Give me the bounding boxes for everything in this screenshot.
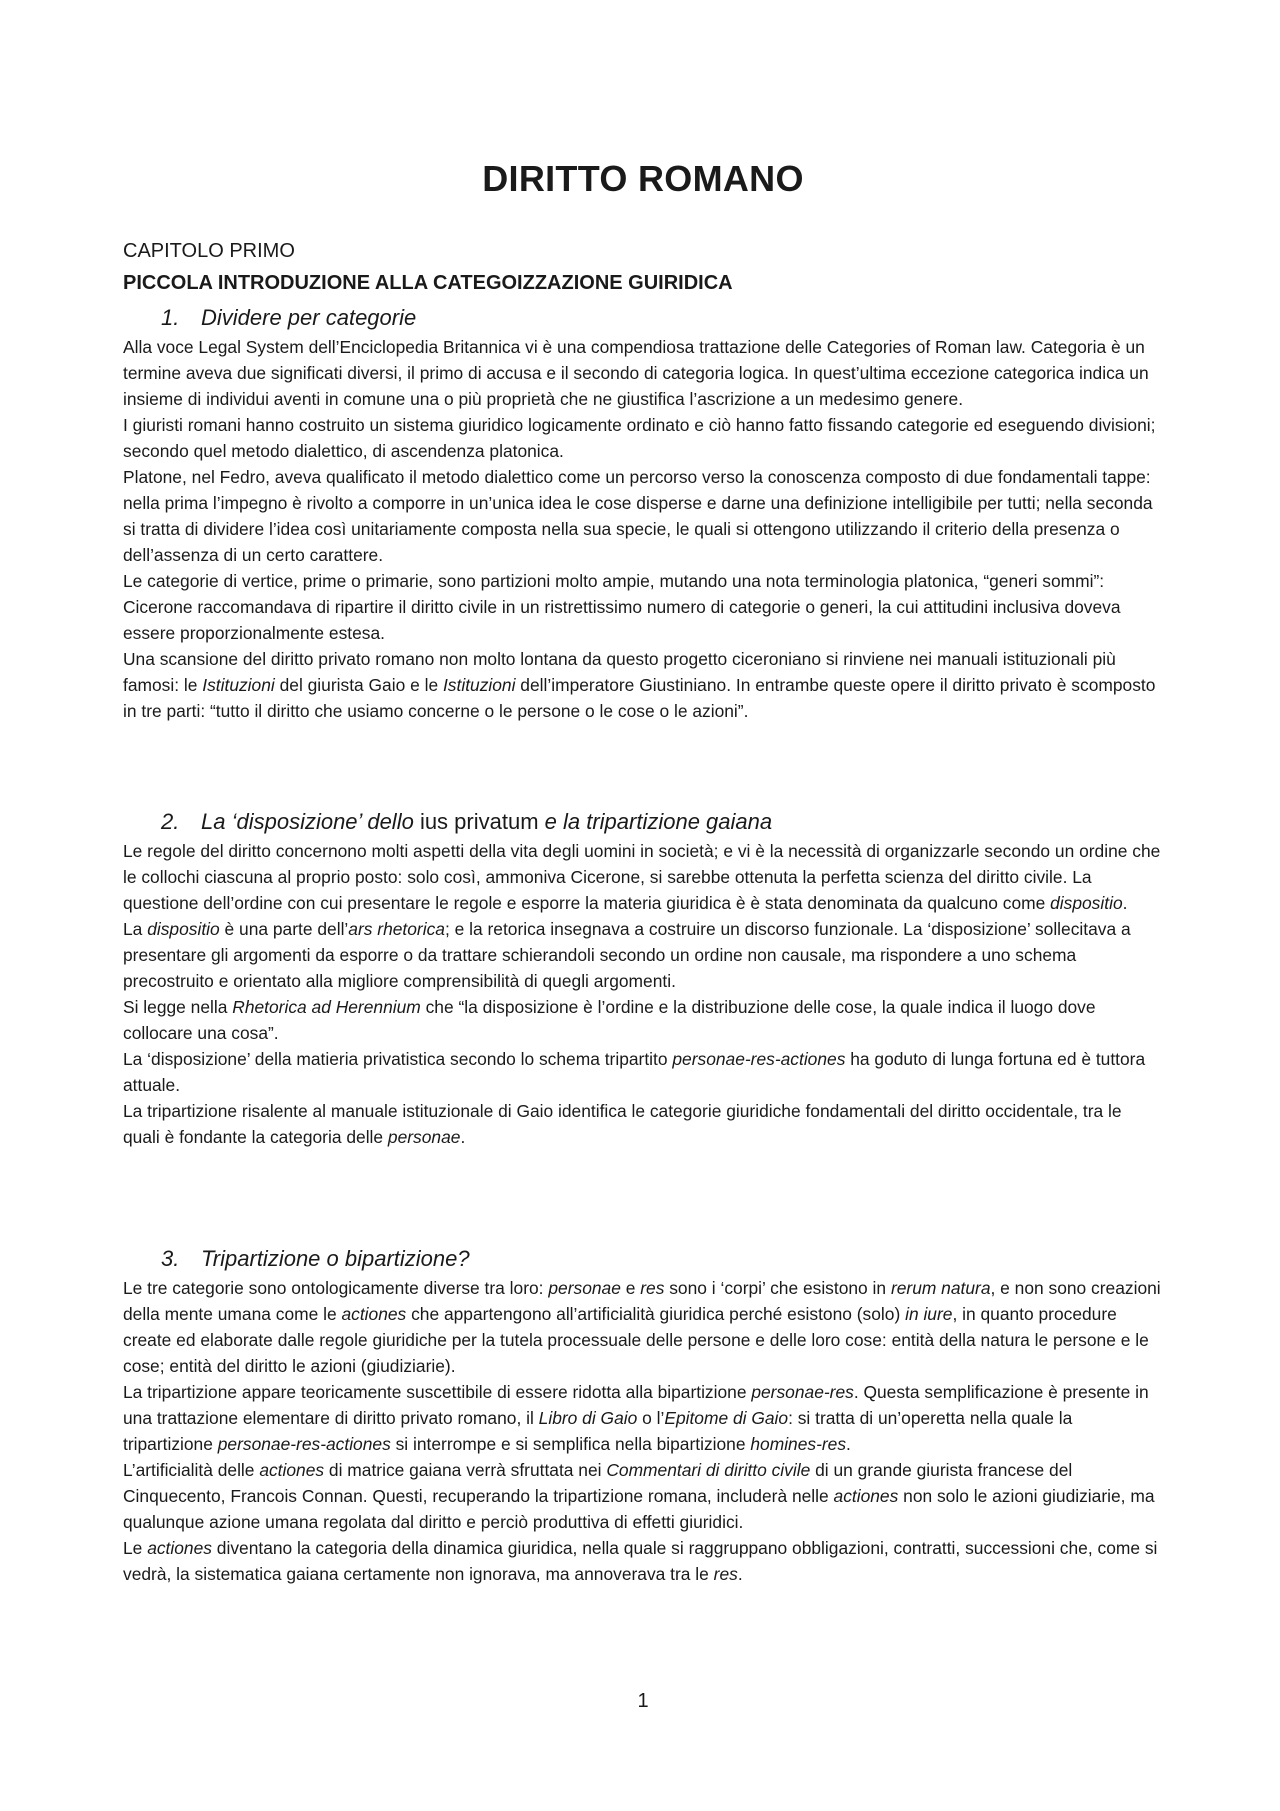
section-number: 1. bbox=[161, 305, 180, 330]
chapter-title: PICCOLA INTRODUZIONE ALLA CATEGOIZZAZIONE GUIRIDICA bbox=[123, 272, 733, 294]
paragraph: Alla voce Legal System dell’Enciclopedia Britannica vi è una compendiosa trattazione delle Categories of Roman law. Categoria è un termine aveva due significati diversi, il primo di accusa e il secondo di categoria logica. In quest’ultima eccezione categorica indica un insieme di individui aventi in comune una o più proprietà che ne giustifica l’ascrizione a un medesimo genere. bbox=[123, 337, 1149, 409]
paragraph: Le regole del diritto concernono molti aspetti della vita degli uomini in società; e vi è la necessità di organizzarle secondo un ordine che le collochi ciascuna al proprio posto: solo così, ammoniva Cicerone, si sarebbe ottenuta la perfetta scienza del diritto civile. La questione dell’ordine con cui presentare le regole e esporre la materia giuridica è è stata denominata da qualcuno come dispositio. bbox=[123, 841, 1161, 913]
paragraph: L’artificialità delle actiones di matrice gaiana verrà sfruttata nei Commentari di diritto civile di un grande giurista francese del Cinquecento, Francois Connan. Questi, recuperando la tripartizione romana, includerà nelle actiones non solo le azioni giudiziarie, ma qualunque azione umana regolata dal diritto e perciò produttiva di effetti giuridici. bbox=[123, 1460, 1155, 1532]
paragraph: Platone, nel Fedro, aveva qualificato il metodo dialettico come un percorso verso la conoscenza composto di due fondamentali tappe: nella prima l’impegno è rivolto a comporre in un’unica idea le cose disperse e darne una definizione intelligibile per tutti; nella seconda si tratta di dividere l’idea così unitariamente composta nella sua specie, le quali si ottengono utilizzando il criterio della presenza o dell’assenza di un certo carattere. bbox=[123, 467, 1153, 565]
paragraph: La ‘disposizione’ della matieria privatistica secondo lo schema tripartito personae-res-actiones ha goduto di lunga fortuna ed è tuttora attuale. bbox=[123, 1049, 1146, 1095]
section-3 bbox=[123, 1245, 1163, 1587]
section-2 bbox=[123, 808, 1163, 1150]
paragraph: Le categorie di vertice, prime o primarie, sono partizioni molto ampie, mutando una nota terminologia platonica, “generi sommi”: Cicerone raccomandava di ripartire il diritto civile in un ristrettissimo numero di categorie o generi, la cui attitudini inclusiva doveva essere proporzionalmente estesa. bbox=[123, 571, 1121, 643]
paragraph: Le tre categorie sono ontologicamente diverse tra loro: personae e res sono i ‘corpi’ che esistono in rerum natura, e non sono creazioni della mente umana come le actiones che appartengono all’artificialità giuridica perché esistono (solo) in iure, in quanto procedure create ed elaborate dalle regole giuridiche per la tutela processuale delle persone e delle loro cose: entità della natura le persone e le cose; entità del diritto le azioni (giudiziarie). bbox=[123, 1278, 1161, 1376]
paragraph: La dispositio è una parte dell’ars rhetorica; e la retorica insegnava a costruire un discorso funzionale. La ‘disposizione’ sollecitava a presentare gli argomenti da esporre o da trattare schierandoli secondo un ordine non causale, ma rispondere a uno schema precostruito e orientato alla migliore comprensibilità di quegli argomenti. bbox=[123, 919, 1131, 991]
section-heading-text: Dividere per categorie bbox=[201, 305, 417, 330]
section-heading bbox=[161, 304, 1163, 332]
section-number: 2. bbox=[161, 809, 180, 834]
section-heading-text: Tripartizione o bipartizione? bbox=[201, 1246, 470, 1271]
section-heading bbox=[161, 808, 1163, 836]
section-heading-text: La ‘disposizione’ dello ius privatum e la tripartizione gaiana bbox=[201, 809, 773, 834]
paragraph: Una scansione del diritto privato romano non molto lontana da questo progetto ciceroniano si rinviene nei manuali istituzionali più famosi: le Istituzioni del giurista Gaio e le Istituzioni dell’imperatore Giustiniano. In entrambe queste opere il diritto privato è scomposto in tre parti: “tutto il diritto che usiamo concerne o le persone o le cose o le azioni”. bbox=[123, 649, 1156, 721]
section-number: 3. bbox=[161, 1246, 180, 1271]
paragraph: La tripartizione risalente al manuale istituzionale di Gaio identifica le categorie giuridiche fondamentali del diritto occidentale, tra le quali è fondante la categoria delle personae. bbox=[123, 1101, 1122, 1147]
paragraph: Le actiones diventano la categoria della dinamica giuridica, nella quale si raggruppano obbligazioni, contratti, successioni che, come si vedrà, la sistematica gaiana certamente non ignorava, ma annoverava tra le res. bbox=[123, 1538, 1158, 1584]
chapter-label: CAPITOLO PRIMO bbox=[123, 240, 295, 262]
paragraph: I giuristi romani hanno costruito un sistema giuridico logicamente ordinato e ciò hanno fatto fissando categorie ed eseguendo divisioni; secondo quel metodo dialettico, di ascendenza platonica. bbox=[123, 415, 1156, 461]
paragraph: La tripartizione appare teoricamente suscettibile di essere ridotta alla bipartizione personae-res. Questa semplificazione è presente in una trattazione elementare di diritto privato romano, il Libro di Gaio o l’Epitome di Gaio: si tratta di un’operetta nella quale la tripartizione personae-res-actiones si interrompe e si semplifica nella bipartizione homines-res. bbox=[123, 1382, 1149, 1454]
paragraph: Si legge nella Rhetorica ad Herennium che “la disposizione è l’ordine e la distribuzione delle cose, la quale indica il luogo dove collocare una cosa”. bbox=[123, 997, 1096, 1043]
section-heading bbox=[161, 1245, 1163, 1273]
page-number: 1 bbox=[637, 1690, 649, 1712]
document-title: DIRITTO ROMANO bbox=[482, 158, 804, 199]
section-1 bbox=[123, 304, 1163, 724]
